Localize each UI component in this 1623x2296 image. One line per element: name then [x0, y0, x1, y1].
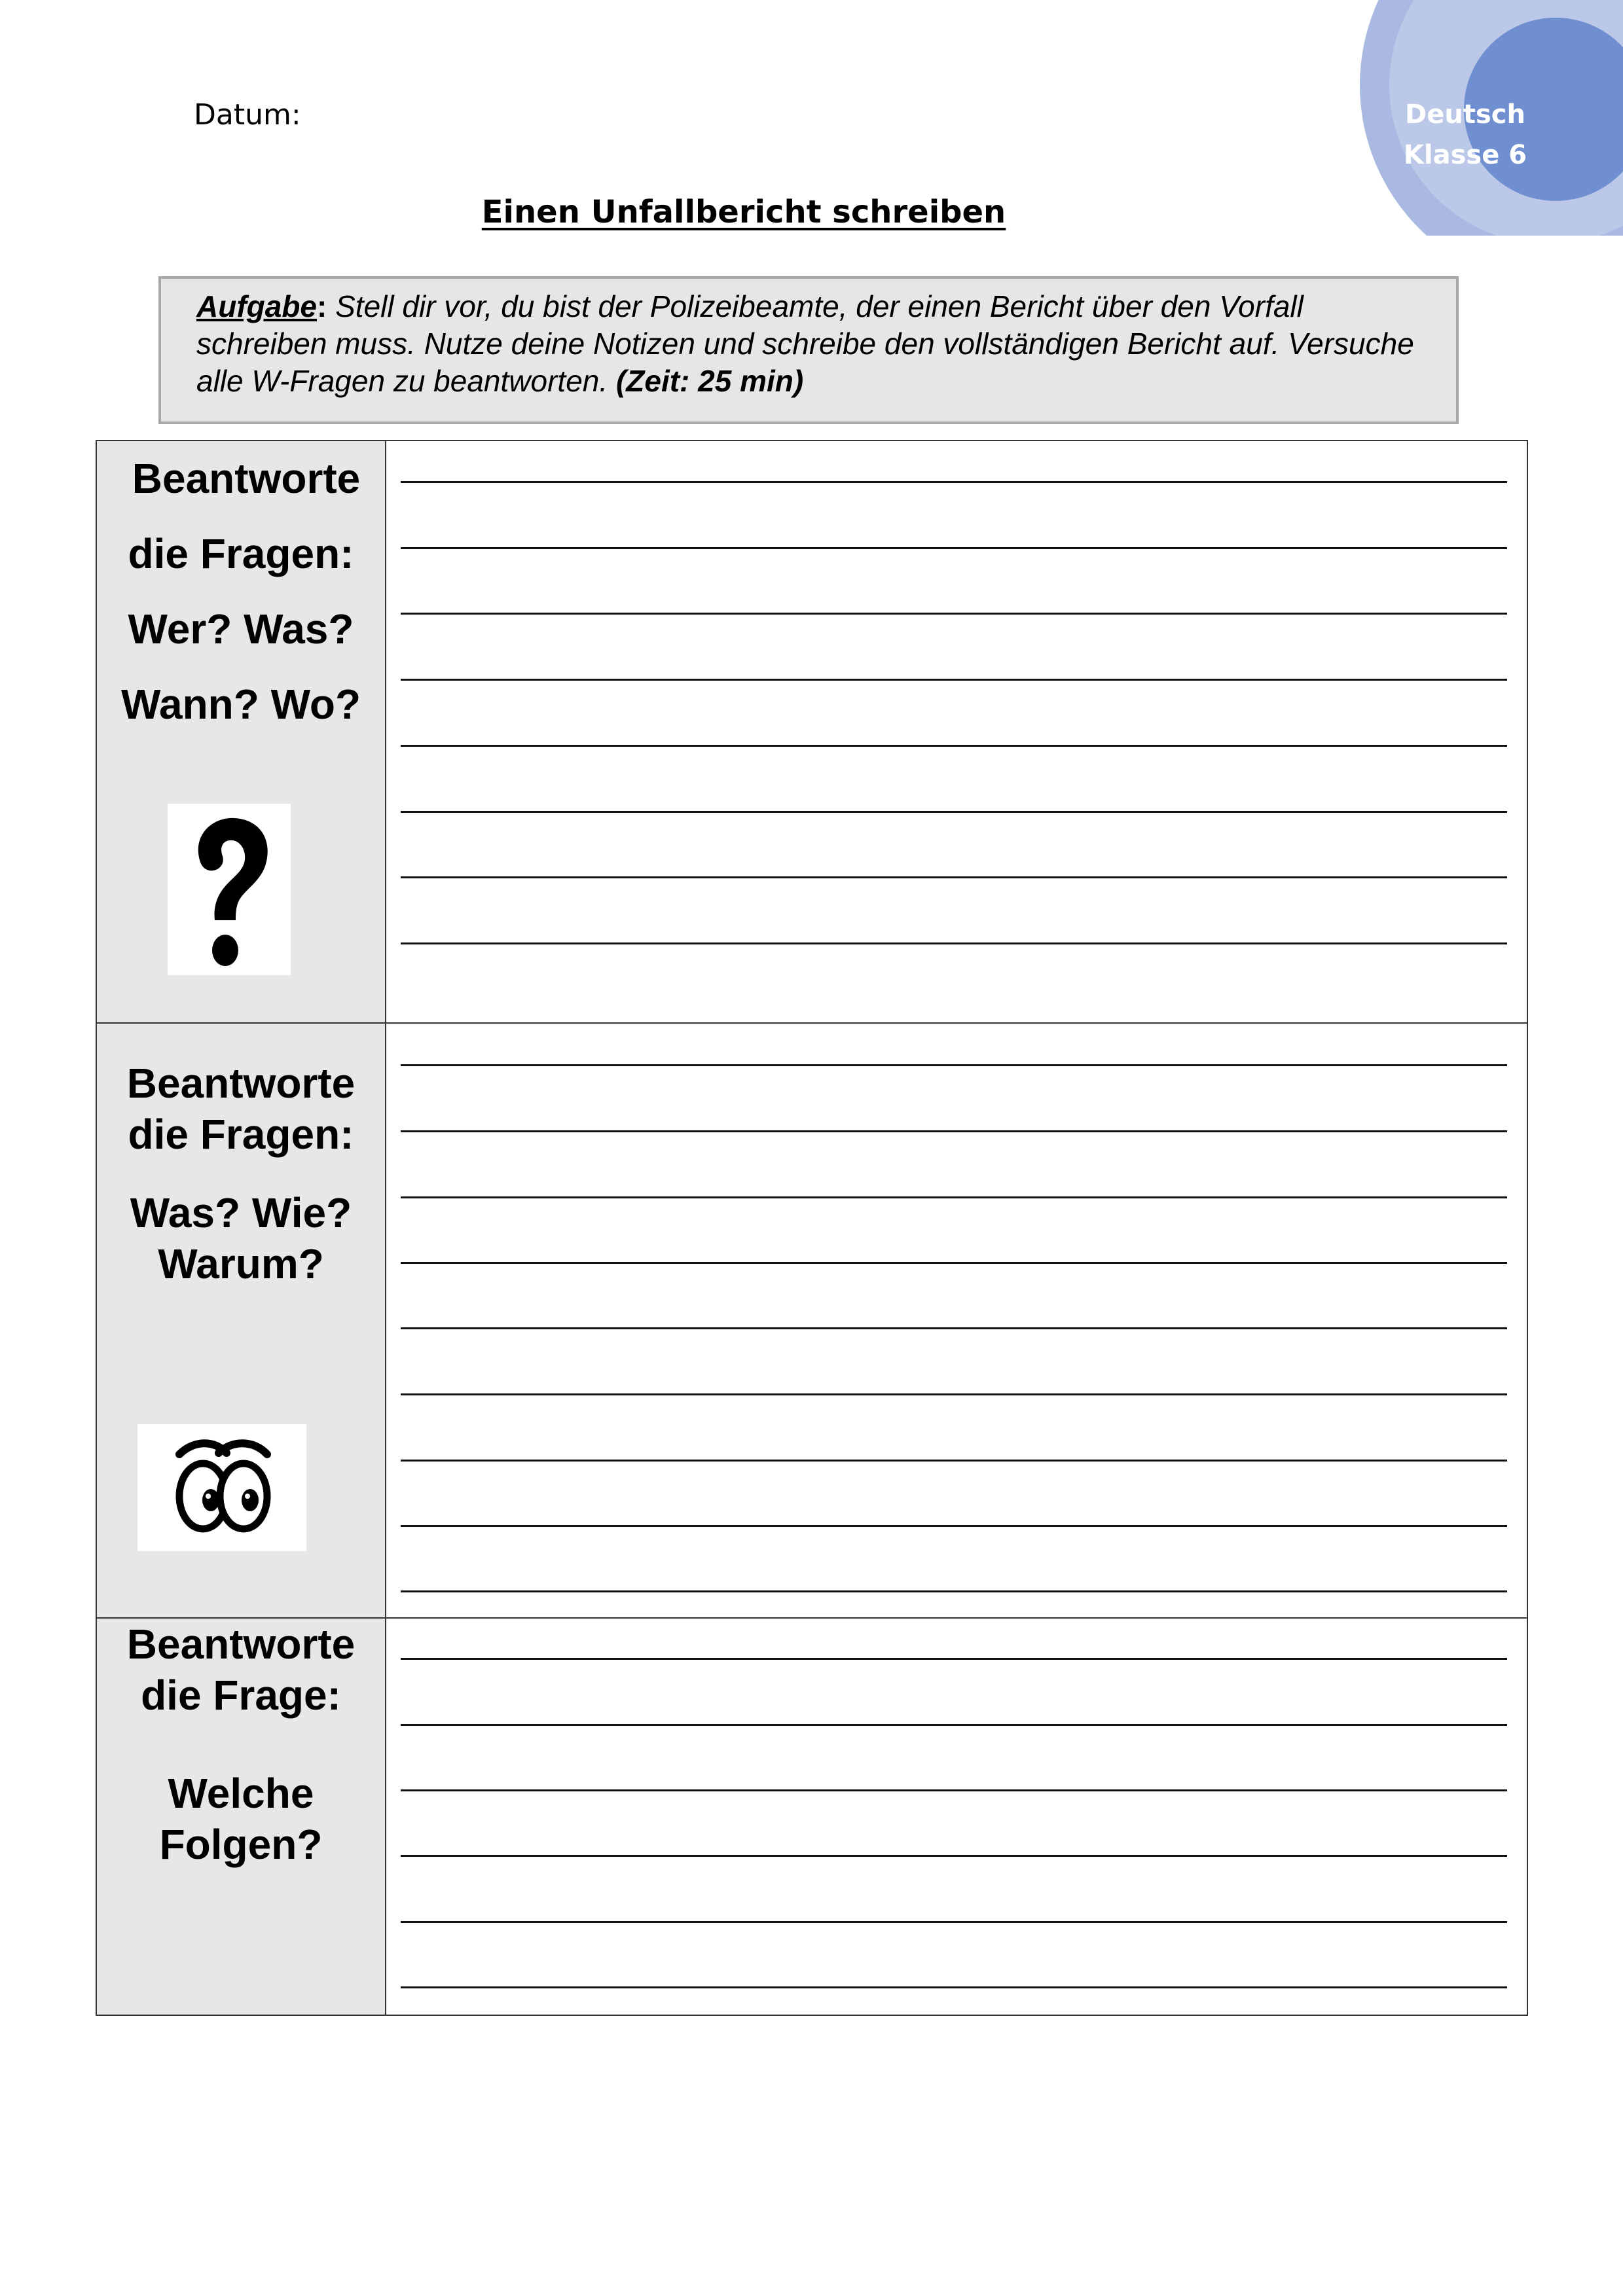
prompt-line: die Fragen: [128, 1111, 354, 1158]
writing-line [401, 613, 1507, 615]
section-row-3 [96, 1618, 1527, 2015]
writing-line [401, 1921, 1507, 1923]
question-prompt-1 [97, 441, 385, 742]
writing-line [401, 679, 1507, 681]
date-label: Datum: [194, 98, 301, 132]
writing-line [401, 1196, 1507, 1198]
prompt-line: Warum? [158, 1240, 324, 1287]
badge-class: Klasse 6 [1403, 140, 1527, 170]
prompt-line: Beantworte [126, 1621, 356, 1668]
writing-area-1[interactable] [386, 440, 1527, 1023]
badge-subject: Deutsch [1405, 99, 1525, 130]
question-cell-1 [96, 440, 386, 1023]
writing-line [401, 1986, 1507, 1988]
prompt-line: Folgen? [159, 1821, 323, 1868]
writing-line [401, 745, 1507, 747]
writing-line [401, 1789, 1507, 1791]
writing-line [401, 876, 1507, 878]
writing-line [401, 547, 1507, 549]
answer-table [96, 440, 1528, 2016]
prompt-line: die Frage: [141, 1672, 341, 1719]
subject-badge [1372, 94, 1558, 175]
writing-line [401, 1525, 1507, 1527]
writing-line [401, 1393, 1507, 1395]
writing-line [401, 811, 1507, 813]
writing-line [401, 1855, 1507, 1857]
writing-line [401, 1262, 1507, 1264]
writing-line [401, 1130, 1507, 1132]
task-label: Aufgabe [196, 289, 317, 323]
writing-line [401, 1658, 1507, 1660]
eyes-icon [137, 1424, 306, 1551]
page-title: Einen Unfallbericht schreiben [481, 194, 1006, 230]
prompt-line: die Fragen: [128, 530, 354, 577]
prompt-line: Beantworte [126, 1060, 356, 1107]
section-row-1 [96, 440, 1527, 1023]
section-row-2 [96, 1023, 1527, 1618]
writing-line [401, 1724, 1507, 1726]
writing-line [401, 1460, 1507, 1462]
prompt-line: Wer? Was? [128, 605, 354, 653]
question-cell-3 [96, 1618, 386, 2015]
task-box [158, 276, 1459, 424]
question-mark-icon [168, 804, 291, 975]
writing-area-2[interactable] [386, 1023, 1527, 1618]
question-cell-2 [96, 1023, 386, 1618]
writing-line [401, 1064, 1507, 1066]
prompt-line: Welche [168, 1770, 314, 1817]
prompt-line: Beantworte [132, 455, 361, 502]
writing-line [401, 1327, 1507, 1329]
writing-line [401, 481, 1507, 483]
task-text: Stell dir vor, du bist der Polizeibeamte, der einen Bericht über den Vorfall schreiben muss. Nutze deine Notizen und schreibe den vollständigen Bericht auf. Versuche alle W-Fragen zu beantworten. [196, 289, 1414, 398]
task-time: (Zeit: 25 min) [615, 364, 804, 398]
writing-line [401, 1590, 1507, 1592]
question-prompt-2 [97, 1058, 385, 1289]
prompt-line: Was? Wie? [130, 1189, 352, 1236]
writing-line [401, 942, 1507, 944]
writing-area-3[interactable] [386, 1618, 1527, 2015]
prompt-line: Wann? Wo? [120, 681, 361, 728]
question-prompt-3 [97, 1619, 385, 1870]
task-colon: : [317, 289, 327, 323]
